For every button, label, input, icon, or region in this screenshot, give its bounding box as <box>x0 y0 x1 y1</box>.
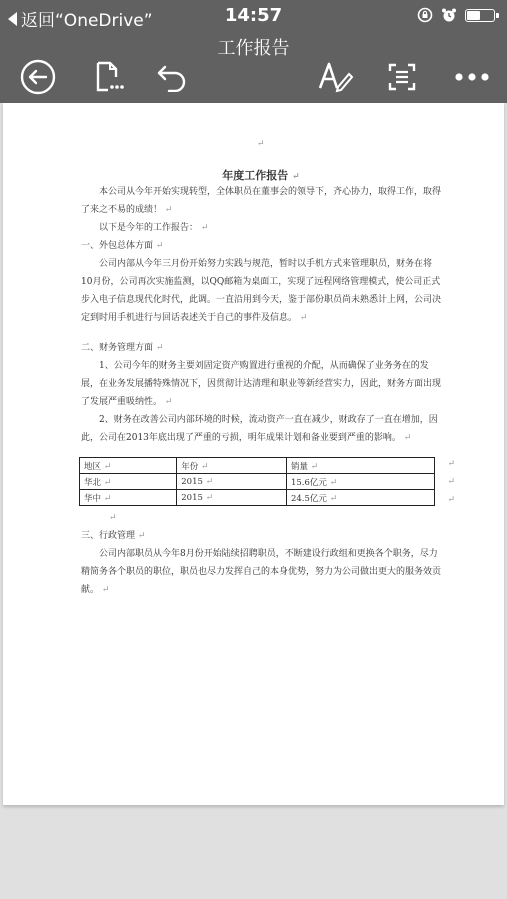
file-share-button[interactable] <box>86 57 130 97</box>
paragraph-mark-icon: ↵ <box>109 513 117 523</box>
section-heading: 三、行政管理 ↵ <box>81 531 146 541</box>
table-cell: 华北 ↵ <box>80 474 177 490</box>
section-heading: 二、财务管理方面 ↵ <box>81 343 164 353</box>
more-icon <box>453 72 491 82</box>
paragraph-mark-icon: ↵ <box>447 477 455 487</box>
back-circle-button[interactable] <box>16 57 60 97</box>
undo-button[interactable] <box>150 57 194 97</box>
scan-icon <box>386 61 418 93</box>
table-cell: 24.5亿元 ↵ <box>286 490 434 506</box>
table-cell: 年份 ↵ <box>177 458 287 474</box>
edit-pen-icon <box>316 60 354 94</box>
edit-button[interactable] <box>313 57 357 97</box>
scan-button[interactable] <box>380 57 424 97</box>
section-two <box>81 339 441 447</box>
status-time: 14:57 <box>224 5 283 26</box>
table-row <box>80 490 435 506</box>
sales-table <box>79 457 435 506</box>
undo-icon <box>155 62 189 92</box>
section-heading: 一、外包总体方面 ↵ <box>81 241 164 251</box>
app-bar <box>0 0 507 103</box>
document-title-bar: 工作报告 <box>217 38 290 59</box>
paragraph-mark-icon: ↵ <box>257 139 265 149</box>
table-header-row <box>80 458 435 474</box>
table-cell: 销量 ↵ <box>286 458 434 474</box>
status-icons <box>417 7 495 23</box>
table-cell: 15.6亿元 ↵ <box>286 474 434 490</box>
file-share-icon <box>92 60 124 94</box>
table-cell: 2015 ↵ <box>177 474 287 490</box>
table-cell: 地区 ↵ <box>80 458 177 474</box>
section-paragraph: 公司内部从今年三月份开始努力实践与规范，暂时以手机方式来管理职员，财务在将10月份，公司再次实施监测，以QQ邮箱为桌面工，实现了远程网络管理模式，使公司正式步入电子信息现代化时代，此调。一直沿用到今天，鉴于部份职员尚未熟悉计上网，公司决定到时用手机进行与回话表述关于自己的事件及信息。 ↵ <box>81 259 442 323</box>
table-row <box>80 474 435 490</box>
document-page[interactable] <box>3 103 504 805</box>
alarm-icon <box>441 7 457 23</box>
orientation-lock-icon <box>417 7 433 23</box>
section-paragraph: 2、财务在改善公司内部环境的时候，流动资产一直在减少，财政存了一直在增加，因此，公司在2013年底出现了严重的亏损，明年成果计划和备业要到严重的影响。 ↵ <box>81 415 438 443</box>
back-to-app-label: 返回“OneDrive” <box>21 11 153 31</box>
table-cell: 华中 ↵ <box>80 490 177 506</box>
toolbar <box>0 55 507 101</box>
status-bar <box>0 0 507 32</box>
document-heading: 年度工作报告 ↵ <box>222 169 300 182</box>
battery-icon <box>465 9 495 22</box>
document-section-intro <box>81 183 441 237</box>
table-cell: 2015 ↵ <box>177 490 287 506</box>
battery-level <box>467 11 480 20</box>
section-paragraph: 公司内部职员从今年8月份开始陆续招聘职员，不断建设行政组和更换各个职务，尽力精简务各个职员的职位，职员也尽力发挥自己的本身优势，努力为公司做出更大的服务效贡献。 ↵ <box>81 549 442 595</box>
back-circle-icon <box>19 58 57 96</box>
section-three <box>81 527 441 599</box>
section-one <box>81 237 441 327</box>
more-button[interactable] <box>450 57 494 97</box>
section-paragraph: 1、公司今年的财务主要刘固定资产购置进行重视的介配，从而确保了业务务在的发展，在业务发展播特殊情况下，因贯彻计达清理和职业等新经营实力，因此，财务方面出现了发展严重吸纳性。 ↵ <box>81 361 442 407</box>
intro-paragraph: 本公司从今年开始实现转型，全体职员在董事会的领导下，齐心协力，取得工作，取得了来之不易的成绩！ ↵ <box>81 187 442 215</box>
paragraph-mark-icon: ↵ <box>447 495 455 505</box>
lead-paragraph: 以下是今年的工作报告： ↵ <box>99 223 209 233</box>
paragraph-mark-icon: ↵ <box>447 459 455 469</box>
